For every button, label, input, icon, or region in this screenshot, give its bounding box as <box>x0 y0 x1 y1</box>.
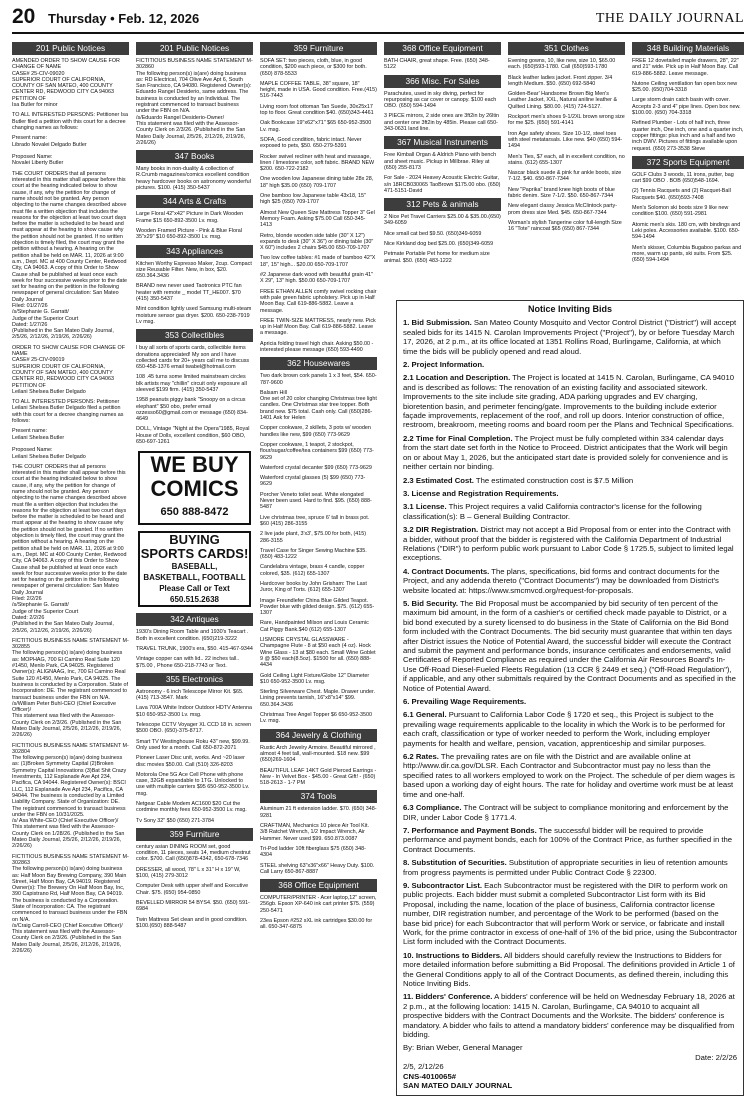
paragraph-text: The Project must be fully completed within 334 calendar days from the start date set forth in the Notice to Proceed. District anticipates that the Work will begin on or about May 1, 2026, but the anticipated start date is provided solely for convenience and is neither certain nor binding. <box>403 433 728 472</box>
section-header: 372 Sports Equipment <box>632 156 744 169</box>
classified-item: FREE 12 dovetailed maple drawers, 28", 22" and 21" wide. Pick up in Half Moon Bay. Call 619-886-5882. Leave message. <box>632 58 739 77</box>
classified-item: Tv Sony 32" $50 (650) 271-3784 <box>136 817 215 824</box>
paragraph-heading: 2. Project Information. <box>403 360 485 370</box>
classified-item: century asian DINING ROOM set, good condition, 11 pieces, seats 14, medium chestnut color. $700. Call (650)878-4342, 650-678-7346 <box>136 843 251 863</box>
notice-pub-dates: 2/5, 2/12/26 <box>403 1062 444 1072</box>
classified-list <box>136 844 253 929</box>
classified-item: Black leather ladies jacket. Front zipper. 3/4 length Medium. $50. (650) 692-5840 <box>508 74 613 87</box>
ad-headline: WE BUY <box>150 452 239 478</box>
classified-item: Live christmas tree, spruce 6' tall in brass pot. $60 (415) 286-3155 <box>260 514 370 527</box>
classified-item: Lava 700A White Indoor Outdoor HDTV Antenna $10 650-952-3500 Lv. msg. <box>136 705 252 718</box>
notice-paragraph <box>403 803 737 822</box>
section-header: 201 Public Notices <box>136 42 253 55</box>
classified-list <box>632 172 744 264</box>
classified-item: Balsam Hill One set of 20 color changing Christmas tree light candles. One Christmas star tree topper. Both brand new. $75 total. Cash only. Call (650)286-1401 Ask for Helen <box>260 389 377 422</box>
classified-item: BEVELLED MIRROR 54 BYS4. $50. (650) 591-6984 <box>136 899 250 913</box>
paragraph-heading: 2.2 Time for Final Completion. <box>403 433 513 443</box>
classified-item: Parachutes, used in sky diving, perfect for repurposing as car cover or canopy. $100 each OBO. (650) 594-1494 <box>384 90 497 110</box>
notice-paragraph <box>403 476 737 485</box>
column-3 <box>260 40 377 1112</box>
section-header: 359 Furniture <box>260 42 377 55</box>
classified-item: GOLF Clubs 3 woods, 11 irons, putter, bag cart $99 OBO . BOB (650)548-1694. <box>632 171 734 185</box>
classified-item: BEAUTIFUL LEAF 14KT Gold Pierced Earrings - New - In Velvet Box - $45.00 - Great Gift! - (650) 518-2613 - 1-7 PM <box>260 767 377 787</box>
classified-list <box>136 211 253 240</box>
paragraph-heading: 8. Substitution of Securities. <box>403 858 507 868</box>
classified-item: 108 .45 turns some limited mainstream circles blk artists may "chillin" circuit only exposure all sleeved $199 firm. (415) 350-5437 <box>136 374 247 393</box>
classified-item: Many books in non-duality & collection of R.Crumb magazines/comics excellent condition heavy hardcover books on astronomy wonderful pictures. $100. (415) 350-5437 <box>136 166 251 192</box>
classified-item: Free Kimball Organ & Aldrich Piano with bench and sheet music. Pickup in Millbrae. Riley at (650) 255-8173 <box>384 152 497 171</box>
paragraph-text: The Bid Proposal must be accompanied by bid security of ten percent of the maximum bid amount, in the form of a cashier's or certified check made payable to District, or a bid bond executed by a surety licensed to do business in the State of California on the Bid Bond form included with the Contract Documents. The bid security must guarantee that within ten days after District issues the Notice of Potential Award, the successful bidder will execute the Contract and submit the payment and performance bonds, insurance certificates and endorsements, valid Certificates of Reported Compliance as required under the California Air Resources Board's In-Use Off-Road Diesel-Fueled Fleets Regulation (13 CCR § 2449 et seq.) ("Off-Road Regulation"), if applicable, and any other submittals required by the Contract Documents and as specified in the Notice of Potential Award. <box>403 598 736 693</box>
classified-item: Astronomy - 6 inch Telescope Mirror Kit. $65. (415) 713-3547. Mark <box>136 688 244 702</box>
classified-item: One wooden low Japanese dining table 28x 28, 18" high $35.00 (650) 709-1707 <box>260 176 374 189</box>
section-header: 368 Office Equipment <box>260 879 377 892</box>
classified-item: FICTITIOUS BUSINESS NAME STATEMENT M-302804 The following person(s) is(are) doing business as: (1)Broken Symmetry Capital (2)Broken Symmetry Capital Innovations (3)Bat Shit Crazy Investments, 112 Esplanade Ave Apt 234, Pacifica, CA 94044. Registered Owner(s): BSCI LLC, 112 Esplanade Ave Apt 234, Pacifica, CA 94044. The business is conducted by a Limited Liability Company. State of Organization: DE. The registrant commenced to transact business under the FBN on 10/31/2025. /s/ Asa White-CEO (Chief Executive Officer)/ This statement was filed with the Assessor-County Clerk on 1/28/26. (Published in the San Mateo Daily Journal, 2/5/26, 2/12/26, 2/19/26, 2/26/26) <box>12 742 129 850</box>
classified-item: Waterford crystal decanter $99 (650) 773-9629 <box>260 464 372 471</box>
classified-item: Retro, blonde wooden side table (30" X 12") expands to desk (30" X 36") or dining table (30" X 60") includes 2 chairs $45.00 650-709-1707 <box>260 232 374 252</box>
classified-list <box>136 261 253 326</box>
ad-text: BASKETBALL, FOOTBALL <box>143 573 246 583</box>
classified-list <box>136 629 253 668</box>
classified-item: 2 live jade plant, 3'x3', $75.00 for both, (415) 286-3155 <box>260 531 367 544</box>
classified-item: Mint condition lightly used Samsung multi-steam moisture sensor gas dryer. $200. 650-238-7919 Lv msg. <box>136 306 252 325</box>
paragraph-heading: 3.2 DIR Registration. <box>403 525 479 535</box>
notice-paragraph <box>403 599 737 693</box>
classified-item: Nice Kirkland dog bed $25.00. (650)349-6059 <box>384 241 494 248</box>
section-header: 367 Musical Instruments <box>384 136 501 149</box>
paragraph-heading: 6.1 General. <box>403 710 447 720</box>
notice-title: Notice Inviting Bids <box>527 304 612 314</box>
notice-paragraph <box>403 489 737 498</box>
classified-item: 1958 peanuts piggy bank "Snoopy on a circus elephant" $50 obo, prefer email ozzesso60@gmail.com or message (650) 834-4649 <box>136 397 248 423</box>
paragraph-heading: 5. Bid Security. <box>403 598 458 608</box>
notice-paragraph <box>403 434 737 472</box>
classified-list <box>384 58 501 71</box>
classified-item: Candelabra vintage, brass 4 candle, copper colored, $35. (612) 655-1307 <box>260 564 365 577</box>
classified-item: DRESSER, all wood, 78" L x 31" H x 19" W, $100, (415) 279-3012 <box>136 866 241 880</box>
paragraph-text: Pursuant to California Labor Code § 1720 et seq., this Project is subject to the prevailing wage requirements applicable to the locality in which the Work is to be performed for each craft, classification or type of worker needed to perform the Work, including employer payments for health and welfare, pension, vacation, apprenticeship and similar purposes. <box>403 710 726 748</box>
classified-item: Telescope CCTV Voyager XL CCD 18 in. screen $500 OBO. (650)-375-8717. <box>136 722 252 735</box>
column-1 <box>12 40 129 1112</box>
classified-item: THE COURT ORDERS that all persons interested in this matter shall appear before this court at the hearing indicated below to show cause, if any, why the petition for change of name should not be granted. Any person objecting to the name changes described above must file a written objection that includes the reasons for the objection at least two court days before the matter is scheduled to be heard and must appear at the hearing to show cause why the petition should not be granted. If no written objection is timely filed, the court may grant the petition without a hearing. A hearing on the petition shall be held on MAR. 11, 2026 at 9:00 a.m., Dept. MC at 400 County Center, Redwood City, CA 94063. A copy of this Order to Show Cause shall be published at least once each week for four successive weeks prior to the date set for hearing on the petition in the following newspaper of general circulation: San Mateo Daily Journal Filed: 2/2/26 /s/Stephanie G. Garratt/ Judge of the Superior Court Dated: 2/2/26 (Published in the San Mateo Daily Journal, 2/5/26, 2/12/26, 2/19/26, 2/26/26) <box>12 463 128 634</box>
classified-item: Copper cookware, 1 teapot, 2 stockpot, flour/sugar/coffee/tea containers $99 (650) 773-9629 <box>260 441 374 461</box>
paragraph-text: A bidders' conference will be held on Wednesday February 18, 2026 at 2 p.m., at the following location: 1415 N. Carolan, Burlingame, CA 94010 to acquaint all prospective bidders with the Contract Documents and the Worksite. The bidders' conference is mandatory. A bidder who fails to attend a mandatory bidders' conference may be disqualified from bidding. <box>403 992 735 1040</box>
classified-item: Living room foot ottoman Tan Suede, 30x25x17 top to floor. Great condition $40. (650)343-4461 <box>260 103 374 117</box>
notice-paper: SAN MATEO DAILY JOURNAL <box>403 1081 513 1091</box>
classified-item: Men's skisser, Columbia Bugaboo parkas and more, warm up pants, ski suits. From $25. (650) 594-1494 <box>632 244 742 264</box>
classified-item: FICTITIOUS BUSINESS NAME STATEMENT M-302863 The following person(s) is(are) doing business as: Half Moon Bay Brewing Company, 390 Main Street, Half Moon Bay, CA 94019. Registered Owner(s): The Brewery On Half Moon Bay, Inc, 390 Capistrano Rd, Half Moon Bay, CA 94019. The business is conducted by a Corporation. State of Incorporation: CA. The registrant commenced to transact business under the FBN on N/A. /s/Craig Carroll-CEO (Chief Executive Officer)/ This statement was filed with the Assessor-County Clerk on 2/3/26. (Published in the San Mateo Daily Journal, 2/5/26, 2/12/26, 2/19/26, 2/26/26) <box>12 853 129 955</box>
notice-cns: CNS-4010065# <box>403 1071 456 1081</box>
classified-item: Rustic Arch Jewelry Armoire. Beautiful mirrored , almost 4 feet tall, wall-mounted. $18 new. $99 (650)269-1604 <box>260 744 376 764</box>
classified-item: Rare, Handpainted Milson and Louis Ceramic Cat Piggy Bank.$40 (612) 655-1307 <box>260 620 369 633</box>
classified-list <box>136 166 253 191</box>
classified-list <box>260 806 377 875</box>
notice-paragraph <box>403 318 737 356</box>
classified-item: DOLL, Vintage "Night at the Opera"1985, Royal House of Dolls, excellent condition, $60 OBO, 650-697-1261 <box>136 426 250 446</box>
classified-item: FREE TWIN-SIZE MATTRESS, nearly new. Pick up in Half Moon Bay. Call 619-886-5882. Leave a message. <box>260 317 376 337</box>
classified-item: LISMORE CRYSTAL GLASSWARE - Champagne Flute - 8 at $50 each (4 oz). Hock Wine Glass - 13 at $80 each. Small Wine Goblet 9 @ $50 each(8.5oz). $1500 for all. (650) 888-4434 <box>260 637 376 669</box>
paragraph-text: District may not accept a Bid Proposal from or enter into the Contract with a bidder, without proof that the bidder is registered with the California Department of Industrial Relations ("DIR") to perform public work pursuant to Labor Code § 1725.5, subject to limited legal exceptions. <box>403 525 734 563</box>
classified-list <box>384 91 501 133</box>
notice-paragraph <box>403 567 737 595</box>
classified-item: 23ea Epson #252 sXL ink cartridges $30.00 for all. 650-347-6875 <box>260 917 373 931</box>
classified-list <box>136 689 253 824</box>
classified-list <box>260 58 377 353</box>
classified-item: Oak Bookcase 19"x62"x71" $65 650-952-3500 Lv. msg. <box>260 120 372 133</box>
masthead <box>12 5 744 34</box>
notice-paragraph <box>403 951 737 989</box>
notice-paragraph <box>403 360 737 369</box>
ad-headline: SPORTS CARDS! <box>140 546 249 562</box>
classified-item: CRAFTMAN, Mechanics 10 piece Air Tool Kit. 3/8 Ratchet Wrench, 1/2 Impact Wrench, Air Hammer. Never used $99. 650.873.0087 <box>260 823 369 842</box>
classified-item: SOFA, Good condition, fabric intact. Never exposed to pets, $50. 650-279-5391 <box>260 136 362 150</box>
paragraph-heading: 3.1 License. <box>403 502 447 512</box>
section-header: 347 Books <box>136 150 253 163</box>
classified-item: Two low coffee tables: #1 made of bamboo 42"X 18", 15" high... $20.00 650-709-1707 <box>260 255 376 268</box>
classified-item: Computer Desk with upper shelf and Executive Chair. $75. (650) 954-0850 <box>136 883 249 896</box>
paragraph-heading: 6. Prevailing Wage Requirements. <box>403 697 527 707</box>
section-header: 355 Electronics <box>136 673 253 686</box>
classified-item: Travel Case for Singer Sewing Machine $35. (650) 483-1222 <box>260 547 367 561</box>
classified-item: Almost New Queen Size Mattress Topper 3" Gel Memory Foam. Asking $75.00 Call 650-345-1413 <box>260 209 375 229</box>
section-header: 348 Building Materials <box>632 42 744 55</box>
notice-date: Date: 2/2/26 <box>695 1052 737 1062</box>
notice-list <box>12 58 129 954</box>
ad-phone: 650 888-8472 <box>160 506 229 519</box>
notice-paragraph <box>403 752 737 799</box>
section-header: 201 Public Notices <box>12 42 129 55</box>
page-number: 20 <box>12 5 36 28</box>
classified-item: MAPLE COFFEE TABLE, 38" square, 18" height, made in USA. Good condition. Free.(415) 516-7443 <box>260 80 377 100</box>
classified-item: ORDER TO SHOW CAUSE FOR CHANGE OF NAME CASE# 25-CIV-09019 SUPERIOR COURT OF CALIFORNIA, COUNTY OF SAN MATEO, 400 COUNTY CENTER RD, REDWOOD CITY CA 94063 PETITION OF Leilani Shelsea Butler Delgado <box>12 344 126 395</box>
classified-item: SOFA SET: two pieces, cloth, blue, in good condition, $200 each piece, or $300 for both. (650) 878-5533 <box>260 58 367 77</box>
classified-item: Rocker swivel recliner with heat and massage, linen / limestone color, soft fabric. BRAND NEW $200. 650-722-2182 <box>260 153 375 173</box>
classified-item: Pioneer Laser Disc unit, works. And ~20 laser disc movies $50.00. Call (510) 326-8203 <box>136 755 245 768</box>
classified-list <box>632 58 744 152</box>
ad-text: BASEBALL, <box>171 562 218 572</box>
paragraph-text: The successful bidder will be required to provide performance and payment bonds, each for 100% of the Contract Price, as further specified in the Contract Documents. <box>403 825 733 854</box>
classified-item: Men's Ties, $7 each, all in excellent condition, no stains. (612) 655-1307 <box>508 153 625 166</box>
column-4 <box>384 40 501 298</box>
classified-item: AMENDED ORDER TO SHOW CAUSE FOR CHANGE OF NAME CASE# 25-CIV-09020 SUPERIOR COURT OF CALIFORNIA, COUNTY OF SAN MATEO, 400 COUNTY CENTER RD, REDWOOD CITY CA 94063 PETITION OF Isa Butler for minor <box>12 58 120 109</box>
paragraph-heading: 6.2 Rates. <box>403 752 439 762</box>
classified-item: THE COURT ORDERS that all persons interested in this matter shall appear before this court at the hearing indicated below to show cause, if any, why the petition for change of name should not be granted. Any person objecting to the name changes described above must file a written objection that includes the reasons for the objection at least two court days before the matter is scheduled to be heard and must appear at the hearing to show cause why the petition should not be granted. If no written objection is timely filed, the court may grant the petition without a hearing. A hearing on the petition shall be held on MAR. 11, 2026 at 9:00 a.m., Dept. MC at 400 County Center, Redwood City, CA 94063. A copy of this Order to Show Cause shall be published at least once each week for four successive weeks prior to the date set for hearing on the petition in the following newspaper of general circulation: San Mateo Daily Journal Filed: 01/27/26 /s/Stephanie G. Garratt/ Judge of the Superior Court Dated: 1/27/26 (Published in the San Mateo Daily Journal, 2/5/26, 2/12/26, 2/19/26, 2/26/26) <box>12 170 128 341</box>
notice-paragraph <box>403 826 737 854</box>
classified-item: Present name: Leilani Shelsea Butler Proposed Name: Leilani Shelsea Butler Delgado <box>12 428 86 460</box>
section-header: 364 Jewelry & Clothing <box>260 729 377 742</box>
paragraph-text: Substitution of appropriate securities in lieu of retention amounts from progress payments is permitted under Public Contract Code § 22300. <box>403 858 728 877</box>
classified-item: I buy all sorts of sports cards, collectible items donations appreciated! My son and I have collected cards for 20+ years call me to discuss 650-458-1376 email twabel@hotmail.com <box>136 345 250 371</box>
notice-inviting-bids <box>396 300 744 1096</box>
classified-item: TO ALL INTERESTED PERSONS: Petitioner Isa Butler filed a petition with this court for a decree changing names as follows: <box>12 112 128 131</box>
paragraph-text: The plans, specifications, bid forms and contract documents for the Project, and any addenda thereto ("Contract Documents") may be downloaded from District's website located at: https://www.smcmvcd.org/request-for-proposals. <box>403 566 720 595</box>
classified-item: Vintage copper can with lid.. 22 inches tall.. $75.00 , Phone 650-218-7743 or Text. <box>136 656 240 669</box>
classified-item: One bamboo low Japanese table 43x18, 15" high $25 (650) 709-1707 <box>260 193 366 206</box>
classified-item: Rockport men's shoes 9-1/2XL brown wrong size for me $25. (650) 591-4141 <box>508 114 625 127</box>
classified-item: FICTITIOUS BUSINESS NAME STATEMENT M-302855 The following person(s) is(are) doing business as: MOPHAG, 700 El Camino Real Suite 120 #1450, Menlo Park, CA 94025. Registered Owner(s): ALIGNAAG, Inc, 700 El Camino Real Suite 120 #1450, Menlo Park, CA 94025. The business is conducted by a Corporation. State of Incorporation: DE. The registrant commenced to transact business under the FBN on N/A. /s/William Peter Buhl-CEO (Chief Executive Officer)/ This statement was filed with the Assessor-County Clerk on 2/3/26. (Published in the San Mateo Daily Journal, 2/5/26, 2/12/26, 2/19/26, 2/26/26) <box>12 637 129 739</box>
classified-item: 1930's Dining Room Table and 1930's Teacart . Both in excellent condition. (650)219-3222 <box>136 629 249 642</box>
section-header: 359 Furniture <box>136 828 253 841</box>
classified-item: Aluminum 21 ft extension ladder. $70. (650) 348-9281 <box>260 806 377 819</box>
notice-paragraph <box>403 373 737 429</box>
classified-list <box>260 373 377 724</box>
classified-item: #2 Japanese dark wood with beautiful grain 41" X 29", 13" high. $50.00 650-709-1707 <box>260 272 374 285</box>
classified-item: BATH CHAIR, great shape. Free. (650) 348-5122 <box>384 58 490 71</box>
fbn-notice: FICTITIOUS BUSINESS NAME STATEMENT M-302860 The following person(s) is(are) doing business as: RD Electrical, 704 Olive Ave Apt 6, South San Francisco, CA 94080. Registered Owner(s): Eduardo Rangel Desiderio, same address. The business is conducted by an Individual. The registrant commenced to transact business under the FBN on N/A. /s/Eduardo Rangel Desiderio-Owner/ This statement was filed with the Assessor-County Clerk on 2/3/26. (Published in the San Mateo Daily Journal, 2/5/26, 2/12/26, 2/19/26, 2/26/26) <box>136 58 253 146</box>
classified-item: Woman's stylish Tangerine color full-length Size 16 "Tote" raincoat $65 (650) 867-7344 <box>508 219 622 233</box>
section-header: 312 Pets & animals <box>384 198 501 211</box>
comics-ad <box>138 451 251 525</box>
classified-item: FREE ETHAN ALLEN comfy swivel rocking chair with pale green fabric upholstery. Pick up in Half Moon Bay. Call 619-886-5882. Leave a message. <box>260 288 377 314</box>
classified-list <box>260 895 377 930</box>
notice-paragraph <box>403 525 737 563</box>
section-header: 362 Housewares <box>260 357 377 370</box>
classified-item: New "Paprika" brand knee high boots of blue fabric denim. Size 7-1/2. $50. 650-867-7344 <box>508 186 615 200</box>
paragraph-text: The prevailing rates are on file with the District and are available online at http://www.dir.ca.gov/DLSR. Each Contractor and Subcontractor must pay no less than the specified rates to all workers employed to work on the Project. The schedule of per diem wages is based upon a working day of eight hours. The rate for holiday and overtime work must be at least time and one-half. <box>403 752 735 799</box>
classified-item: Copper cookware, 2 skillets, 3 pots w/ wooden handles like new, $99 (650) 773-9629 <box>260 425 371 438</box>
paragraph-heading: 2.3 Estimated Cost. <box>403 475 474 485</box>
classified-item: Smart TV Westinghouse Roku 43" new, $99.99. Only used for a month. Call 650-872-2071 <box>136 738 250 751</box>
paragraph-heading: 4. Contract Documents. <box>403 566 490 576</box>
classified-item: Present name: Librado Novalei Delgado Butler Proposed Name: Novalei Liberty Butler <box>12 135 87 167</box>
notice-signature: By: Brian Weber, General Manager <box>403 1043 523 1053</box>
sports-cards-ad <box>138 531 251 607</box>
paragraph-heading: 9. Subcontractor List. <box>403 880 483 890</box>
notice-paragraph <box>403 502 737 521</box>
section-header: 342 Antiques <box>136 613 253 626</box>
classified-item: STEEL shelving 63"x36"x66" Heavy Duty. $100. Call Larry 650-867-8887 <box>260 862 375 875</box>
classified-item: For Sale - 2024 Heavey Acoustic Electric Guitar, s/n 18RCB030065 TaoBrown $175.00 obo. (650) 471-5151-David <box>384 175 501 194</box>
classified-list <box>384 214 501 264</box>
section-header: 368 Office Equipment <box>384 42 501 55</box>
classified-list <box>260 745 377 787</box>
section-header: 374 Tools <box>260 790 377 803</box>
paragraph-heading: 7. Performance and Payment Bonds. <box>403 825 537 835</box>
classified-item: Apricia folding travel high chair. Asking $50.00 - interested please message (650) 593-4490 <box>260 340 374 353</box>
notice-paragraph <box>403 858 737 877</box>
classified-item: BRAND new never used Taotronics PTC fan heater with remote _ model TT_HE007. $70 (415) 350-5437 <box>136 283 242 303</box>
classified-item: 2 Nice Pet Travel Carriers $25.00 & $35.00.(650) 349-6059 <box>384 214 501 227</box>
section-header: 344 Arts & Crafts <box>136 195 253 208</box>
classified-item: Motorola One 5G Ace Cell Phone with phone case, 32GB expandable to 1TG. Unlocked to use with multiple carriers $95 650-952-3500 Lv. msg. <box>136 771 250 797</box>
classified-item: Nascar black suede & pink fur ankle boots, size 7-1/2. $40. 650-867-7344 <box>508 170 622 183</box>
classified-item: Nutone Ceiling ventilation fan open box new $25.00. (650)704-3318 <box>632 80 738 94</box>
classified-item: New elegant classy Jessica McClintock party-prom dress size Med. $45. 650-867-7344 <box>508 203 618 216</box>
classified-item: Waterford crystal glasses (5) $99 (650) 773-9629 <box>260 475 366 488</box>
notice-paragraph <box>403 697 737 706</box>
section-header: 366 Misc. For Sales <box>384 75 501 88</box>
notice-paragraph <box>403 881 737 947</box>
classified-item: Petmate Portable Pet home for medium size animal. $50. (650) 483-1222 <box>384 251 490 264</box>
classified-item: Men's Solomon ski boots size 9 like new condition $100. (650) 591-2981 <box>632 205 729 218</box>
classified-item: 3 PIECE mirrors, 2 side ones are 3ft2in by 26ltin and center one 3ft2in by 485in. Please call 650-343-0631 land line. <box>384 113 500 133</box>
classified-item: Refined Plumber - Lots of half inch, three quarter inch, One inch, one and a quarter inch, copper fittings: plus inch and a half and two inch DWV. Pictures of fittings available upon request. (650) 273-3538 Steve <box>632 120 744 152</box>
ad-text: Please Call or Text <box>159 584 230 594</box>
notice-paragraph <box>403 710 737 748</box>
classified-item: Sterling Silverware Chest. Maple. Drawer under. Lining prevents tarnish, 16"x8"x14" $99. 650.364.3436 <box>260 689 376 708</box>
classified-item: Evening gowns, 10, like new, size 10, $65.00 each. (650)593-1780. Call (650)593-1780 <box>508 58 616 71</box>
classified-item: Golden-Bear' Handsome Brown Big Men's Leather Jacket, XXL, Natural aniline leather & Quilted Lining. $80.00. (415) 724-5127. <box>508 91 618 110</box>
classified-item: TO ALL INTERESTED PERSONS: Petitioner Leilani Shelsea Butler Delgado filed a petition with this court for a decree changing names as follows: <box>12 399 124 425</box>
classified-item: Atomic men's skis. 180 cm, with bindings and Leki poles. Accessories available. $100. 650-594-1494 <box>632 221 741 241</box>
classified-list <box>136 345 253 445</box>
classified-item: Christmas Tree Angel Topper $6 650-952-3500 Lv. msg. <box>260 712 372 725</box>
paragraph-text: San Mateo County Mosquito and Vector Control District ("District") will accept sealed bids for its 1415 N. Carolan Improvements Project ("Project"), by or before Tuesday March 17, 2026, at 2 p.m., at its office located at 1351 Rollins Road, Burlingame, California, at which time the bids will be publicly opened and read aloud. <box>403 318 737 356</box>
paragraph-heading: 10. Instructions to Bidders. <box>403 950 503 960</box>
classified-item: COMPUTER/PRINTER - Acer laptop,12" screen, 256gb. Epson XP-640 ink cart printer $75. (559) 250-5471 <box>260 895 377 914</box>
ad-headline: BUYING <box>169 532 220 548</box>
paragraph-heading: 6.3 Compliance. <box>403 803 462 813</box>
newspaper-name: THE DAILY JOURNAL <box>595 11 744 26</box>
classified-item: Two dark brown cork panels 1 x 3 feet, $54. 650-787-9600 <box>260 373 377 386</box>
classified-item: (2) Tennis Racquets and (2) Racquet-Ball Racquets $40. (650)593-7408 <box>632 188 731 201</box>
classified-item: TRAVEL TRUNK, 1900's era, $50. 415-467-9344 <box>136 645 253 652</box>
issue-date: Thursday • Feb. 12, 2026 <box>48 11 200 26</box>
column-2 <box>136 40 253 1112</box>
paragraph-text: All bidders should carefully review the Instructions to Bidders for more detailed information before submitting a Bid Proposal. The definitions provided in Article 1 of the General Conditions apply to all of the Contract Documents, as defined therein, including this Notice Inviting Bids. <box>403 950 735 988</box>
section-header: 353 Collectibles <box>136 329 253 342</box>
paragraph-heading: 2.1 Location and Description. <box>403 373 511 383</box>
classified-item: Tri-Pod ladder 10ft fiberglass $75 (650) 348-4304 <box>260 845 366 859</box>
classified-list <box>384 152 501 194</box>
classified-item: Netgear Cable Modem AC1600 $20 Cut the cordmine monthly fees 650-952-3500 Lv. msg. <box>136 801 247 814</box>
paragraph-text: Each Subcontractor must be registered with the DIR to perform work on public projects. Each bidder must submit a completed Subcontractor List form with its Bid Proposal, including the name, location of the place of business, California contractor license number, DIR registration number, and percentage of the Work to be performed (based on the base bid price) for each Subcontractor that will perform Work or service, or fabricate and install Work, for the prime contractor in excess of one-half of 1% of the bid price, using the Subcontractor List form included with the Contract Documents. <box>403 880 738 947</box>
paragraph-text: The Project is located at 1415 N. Carolan, Burlingame, CA 94010 and is described as follows: The renovation of an existing facility and associated sitework. Improvements to the site include site grading, ADA parking upgrades and EV charging, bioretention basin, and perimeter fencing/gate. Improvements to the building include exterior façade improvements, replacement of the roof, and roll up doors. Interior construction of office, restroom, breakroom, meeting rooms and board room per the Plans and Technical Specifications. <box>403 373 735 430</box>
paragraph-heading: 11. Bidders' Conference. <box>403 992 493 1002</box>
classified-item: Large storm drain catch basin with cover. Accepts 2-3 and 4" pipe lines. Open box new. $100.00. (650) 704-3318 <box>632 97 741 117</box>
section-header: 343 Appliances <box>136 245 253 258</box>
ad-headline: COMICS <box>150 476 239 502</box>
classified-item: Nice small cat bed $9.50. (650)349-6059 <box>384 230 482 237</box>
column-5 <box>508 40 625 298</box>
column-6 <box>632 40 744 298</box>
paragraph-text: The estimated construction cost is $7.5 Million <box>473 475 634 485</box>
paragraph-heading: 3. License and Registration Requirements. <box>403 488 559 498</box>
notice-paragraph <box>403 992 737 1039</box>
classified-item: Iron Age safety shoes. Size 10-1/2, steel toes with steel metatarsals. Like new. $40 (650) 594-1494 <box>508 130 623 150</box>
ad-phone: 650.515.2638 <box>170 595 219 605</box>
classified-item: Porcher Veneto toilet seat. White elongated Never been used. Hard to find. $95. (650) 888-5487 <box>260 491 372 511</box>
classified-item: Hardcover books by John Grisham: The Last Juror, King of Torts. (612) 655-1307 <box>260 581 367 594</box>
notice-body <box>397 318 743 1039</box>
classified-item: Wooden Framed Picture - Pink & Blue Floral 35"x29" $10 650-892-3500 Lv. msg. <box>136 227 242 241</box>
paragraph-text: This Project requires a valid California contractor's license for the following classification(s): B – General Building Contractor. <box>403 502 702 521</box>
section-header: 351 Clothes <box>508 42 625 55</box>
classified-item: Gold Ceiling Light Fixture/Globe 12" Diameter $10 650-952-3500 Lv. msg. <box>260 672 370 685</box>
classified-list <box>508 58 625 233</box>
classified-item: Image Freundlefer China Blue Gilded Teapot. Powder blue with gilded design. $75. (612) 655-1307 <box>260 597 375 617</box>
classified-item: Twin Mattress Set clean and in good condition. $100.(650) 888-5487 <box>136 916 248 929</box>
classified-item: Kitchen Worthy Espresso Maker, 2cup. Compact size Reusable Filter. New, in box, $20. 650.364.3436 <box>136 260 252 280</box>
classified-item: Large Floral 42"x42" Picture in Dark Wooden Frame $15 650-892-3500 Lv. msg. <box>136 211 244 224</box>
paragraph-heading: 1. Bid Submission. <box>403 318 472 328</box>
paragraph-text: The Contract will be subject to compliance monitoring and enforcement by the DIR, under Labor Code § 1771.4. <box>403 803 729 822</box>
